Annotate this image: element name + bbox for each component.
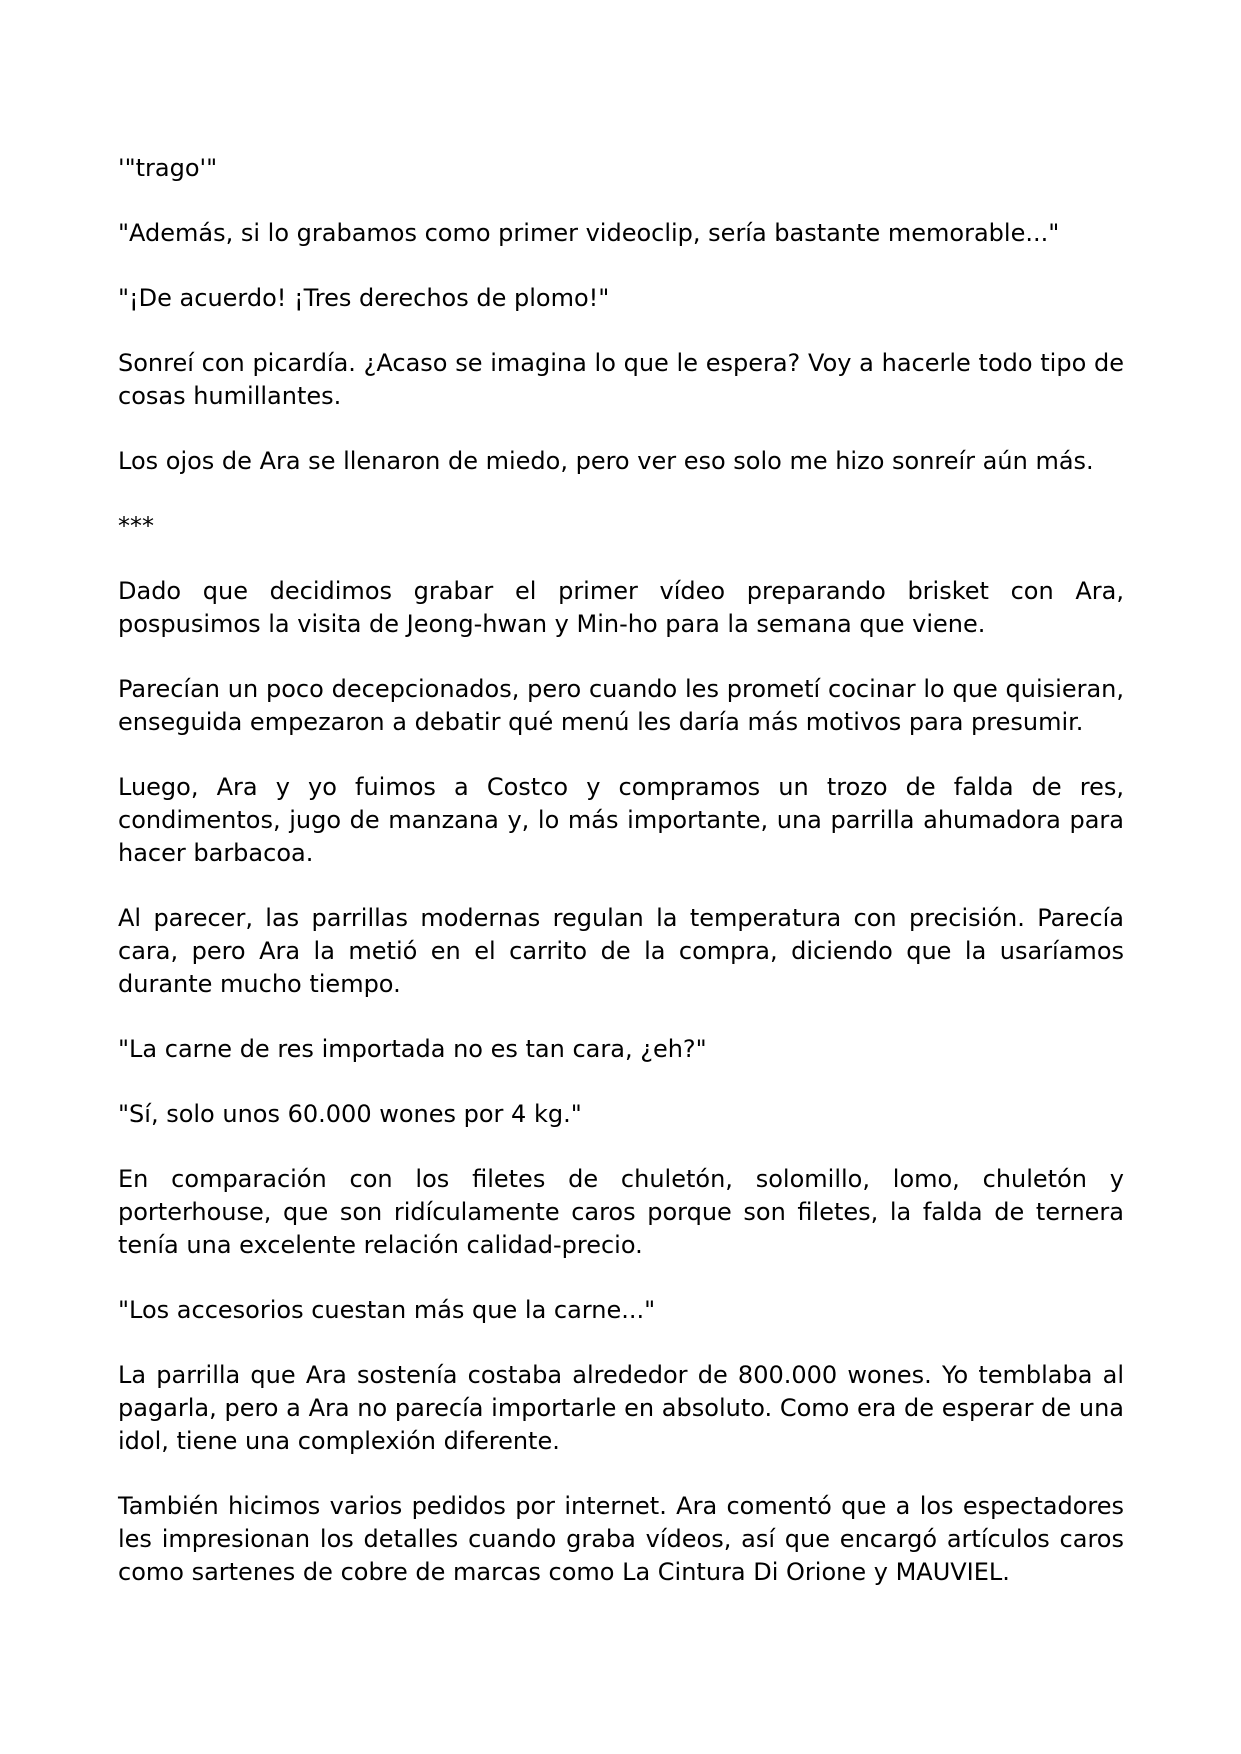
paragraph: Dado que decidimos grabar el primer vídeo preparando brisket con Ara, pospusimos la visita de Jeong-hwan y Min-ho para la semana que viene.: [118, 577, 1124, 638]
document-body: [118, 152, 1124, 1621]
paragraph: También hicimos varios pedidos por internet. Ara comentó que a los espectadores les impresionan los detalles cuando graba vídeos, así que encargó artículos caros como sartenes de cobre de marcas como La Cintura Di Orione y MAUVIEL.: [118, 1492, 1124, 1586]
paragraph: '"trago'": [118, 154, 218, 182]
paragraph: La parrilla que Ara sostenía costaba alrededor de 800.000 wones. Yo temblaba al pagarla, pero a Ara no parecía importarle en absoluto. Como era de esperar de una idol, tiene una complexión diferente.: [118, 1361, 1124, 1455]
paragraph: Sonreí con picardía. ¿Acaso se imagina lo que le espera? Voy a hacerle todo tipo de cosas humillantes.: [118, 349, 1124, 410]
paragraph: Parecían un poco decepcionados, pero cuando les prometí cocinar lo que quisieran, enseguida empezaron a debatir qué menú les daría más motivos para presumir.: [118, 675, 1124, 736]
paragraph: "Además, si lo grabamos como primer videoclip, sería bastante memorable...": [118, 219, 1060, 247]
paragraph: "Los accesorios cuestan más que la carne...": [118, 1296, 656, 1324]
section-separator: ***: [118, 512, 154, 540]
paragraph: Al parecer, las parrillas modernas regulan la temperatura con precisión. Parecía cara, pero Ara la metió en el carrito de la compra, diciendo que la usaríamos durante mucho tiempo.: [118, 904, 1124, 998]
paragraph: "¡De acuerdo! ¡Tres derechos de plomo!": [118, 284, 610, 312]
paragraph: En comparación con los filetes de chuletón, solomillo, lomo, chuletón y porterhouse, que son ridículamente caros porque son filetes, la falda de ternera tenía una excelente relación calidad-precio.: [118, 1165, 1124, 1259]
paragraph: Los ojos de Ara se llenaron de miedo, pero ver eso solo me hizo sonreír aún más.: [118, 447, 1094, 475]
paragraph: Luego, Ara y yo fuimos a Costco y compramos un trozo de falda de res, condimentos, jugo de manzana y, lo más importante, una parrilla ahumadora para hacer barbacoa.: [118, 773, 1124, 867]
paragraph: "Sí, solo unos 60.000 wones por 4 kg.": [118, 1100, 582, 1128]
paragraph: "La carne de res importada no es tan cara, ¿eh?": [118, 1035, 707, 1063]
